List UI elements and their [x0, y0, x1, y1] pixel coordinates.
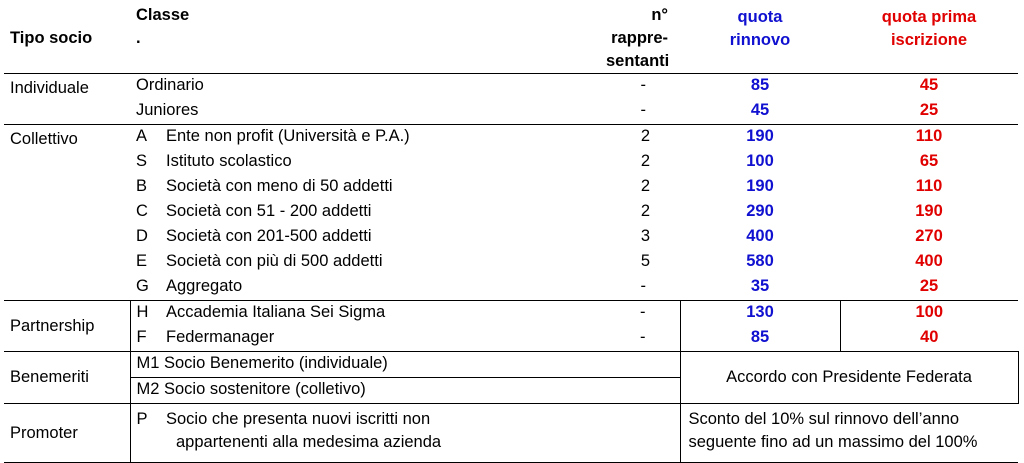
- row-rinnovo: 85: [680, 326, 840, 352]
- row-rinnovo: 580: [746, 252, 774, 270]
- header-rinnovo-line1: quota: [737, 8, 783, 26]
- row-code: F: [130, 326, 160, 352]
- table-row: [4, 200, 1018, 225]
- row-rapp: 3: [640, 227, 650, 245]
- row-rapp: -: [640, 101, 646, 119]
- row-code: A: [130, 125, 160, 151]
- promoter-code: P: [130, 404, 160, 463]
- group-benemeriti: Benemeriti: [4, 352, 130, 404]
- row-prima: 270: [915, 227, 943, 245]
- table-row: [4, 326, 1018, 352]
- quota-table: [4, 0, 1019, 463]
- row-desc: Accademia Italiana Sei Sigma: [160, 301, 600, 327]
- row-code: D: [136, 227, 148, 245]
- group-collettivo: Collettivo: [4, 125, 130, 301]
- table-row: [4, 99, 1018, 125]
- row-code: B: [136, 177, 148, 195]
- table-row: [4, 225, 1018, 250]
- row-prima: 65: [919, 152, 939, 170]
- promoter-line1: Socio che presenta nuovi iscritti non: [166, 410, 431, 428]
- row-desc: Società con meno di 50 addetti: [166, 177, 393, 195]
- row-prima: 40: [840, 326, 1018, 352]
- row-rinnovo: 35: [750, 277, 770, 295]
- row-prima: 190: [915, 202, 943, 220]
- row-desc: Juniores: [136, 101, 199, 119]
- row-code: S: [136, 152, 148, 170]
- row-rinnovo: 100: [746, 152, 774, 170]
- table-row: [4, 175, 1018, 200]
- header-classe: [130, 0, 600, 74]
- row-rapp: -: [640, 328, 646, 346]
- table-row: [4, 301, 1018, 327]
- row-rapp: -: [600, 74, 680, 100]
- table-row: [4, 275, 1018, 301]
- header-rapp-line2: sentanti: [606, 52, 670, 70]
- row-code: C: [136, 202, 148, 220]
- row-code: G: [136, 277, 149, 295]
- row-rinnovo: 45: [750, 101, 770, 119]
- row-prima: 25: [919, 277, 939, 295]
- header-tipo-socio: Tipo socio: [4, 0, 130, 74]
- row-rapp: 2: [640, 152, 650, 170]
- row-desc: Federmanager: [166, 328, 275, 346]
- row-prima: 400: [915, 252, 943, 270]
- benemeriti-accordo: Accordo con Presidente Federata: [680, 352, 1018, 404]
- header-rappresentanti: [600, 0, 680, 74]
- header-prima-line1: quota prima: [881, 8, 977, 26]
- header-classe-dot: .: [136, 29, 141, 47]
- header-rapp-line1: n° rappre-: [611, 6, 668, 47]
- table-row: [4, 352, 1018, 378]
- row-rapp: 5: [640, 252, 650, 270]
- row-code: E: [136, 252, 148, 270]
- row-prima: 100: [840, 301, 1018, 327]
- row-rapp: -: [600, 301, 680, 327]
- benemeriti-m2: M2 Socio sostenitore (colletivo): [130, 378, 680, 404]
- header-prima-line2: iscrizione: [890, 31, 968, 49]
- benemeriti-m1: M1 Socio Benemerito (individuale): [130, 352, 680, 378]
- group-individuale: Individuale: [4, 74, 130, 125]
- row-rinnovo: 400: [746, 227, 774, 245]
- row-rinnovo: 130: [680, 301, 840, 327]
- row-rapp: 2: [600, 125, 680, 151]
- row-desc: Istituto scolastico: [166, 152, 292, 170]
- row-prima: 45: [840, 74, 1018, 100]
- promoter-sconto-line1: Sconto del 10% sul rinnovo dell’anno: [688, 410, 960, 428]
- row-desc: Società con 51 - 200 addetti: [166, 202, 372, 220]
- group-partnership: Partnership: [4, 301, 130, 352]
- row-prima: 25: [919, 101, 939, 119]
- table-row: [4, 74, 1018, 100]
- header-rinnovo-line2: rinnovo: [729, 31, 791, 49]
- table-row: [4, 150, 1018, 175]
- header-row: [4, 0, 1018, 74]
- row-prima: 110: [840, 125, 1018, 151]
- header-classe-label: Classe: [136, 6, 190, 24]
- row-code: H: [130, 301, 160, 327]
- row-desc: Società con 201-500 addetti: [166, 227, 372, 245]
- row-rinnovo: 190: [680, 125, 840, 151]
- row-desc: Ente non profit (Università e P.A.): [160, 125, 600, 151]
- promoter-desc: [160, 404, 680, 463]
- header-quota-rinnovo: [680, 0, 840, 74]
- table-row: [4, 250, 1018, 275]
- row-rinnovo: 190: [746, 177, 774, 195]
- header-quota-prima: [840, 0, 1018, 74]
- promoter-line2: appartenenti alla medesima azienda: [176, 433, 442, 451]
- row-rinnovo: 85: [680, 74, 840, 100]
- row-desc: Aggregato: [166, 277, 243, 295]
- promoter-sconto-line2: seguente fino ad un massimo del 100%: [688, 433, 978, 451]
- promoter-sconto: [680, 404, 1018, 463]
- row-rapp: -: [640, 277, 646, 295]
- table-row: [4, 404, 1018, 463]
- row-rapp: 2: [640, 202, 650, 220]
- row-desc: Ordinario: [130, 74, 600, 100]
- row-prima: 110: [915, 177, 943, 195]
- group-promoter: Promoter: [4, 404, 130, 463]
- row-desc: Società con più di 500 addetti: [166, 252, 383, 270]
- row-rapp: 2: [640, 177, 650, 195]
- row-rinnovo: 290: [746, 202, 774, 220]
- table-row: [4, 125, 1018, 151]
